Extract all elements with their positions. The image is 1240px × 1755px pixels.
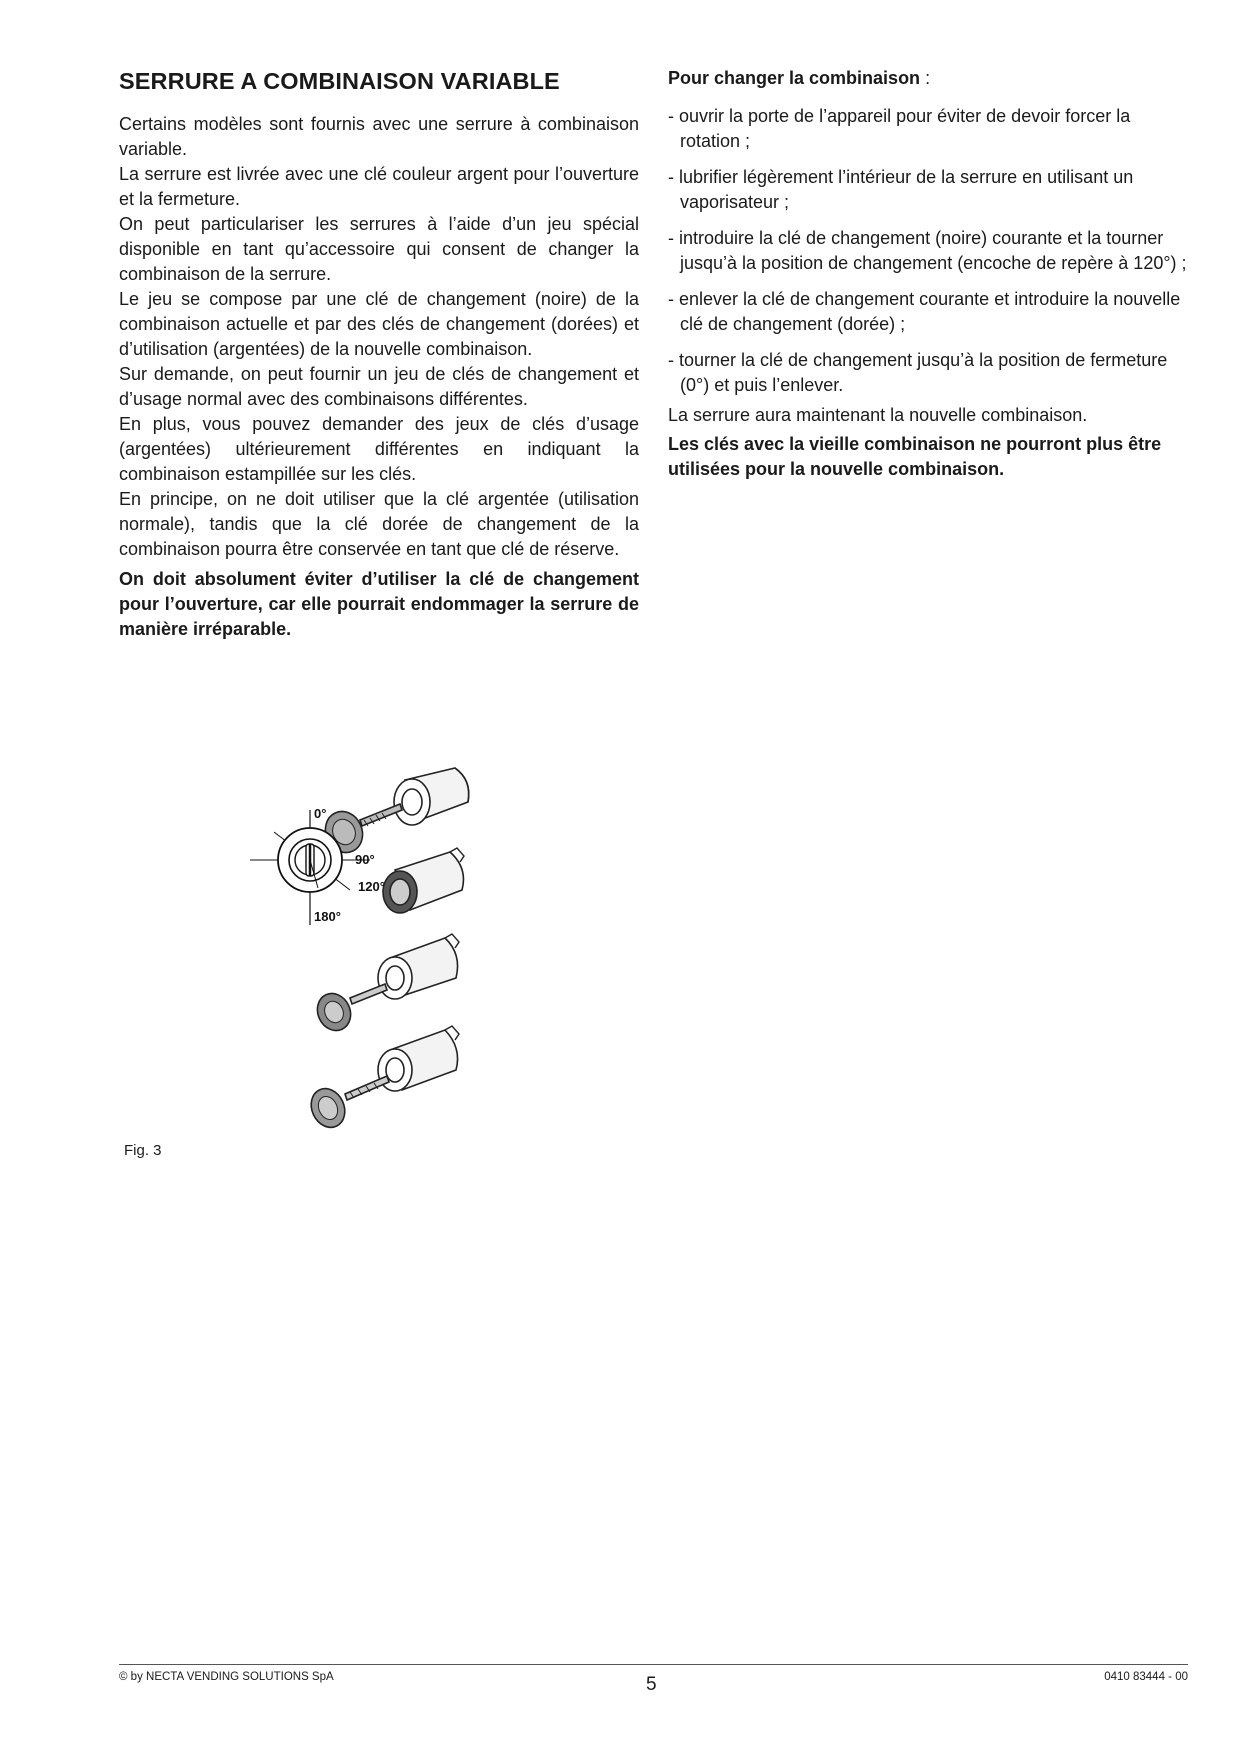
procedure-step: - enlever la clé de changement courante et introduire la nouvelle clé de changement (dorée) ; bbox=[668, 289, 1181, 334]
procedure-title-suffix: : bbox=[920, 68, 931, 88]
section-title: SERRURE A COMBINAISON VARIABLE bbox=[119, 68, 560, 94]
paragraph: On peut particulariser les serrures à l’aide d’un jeu spécial disponible en tant qu’accessoire qui consent de changer la combinaison de la serrure. bbox=[119, 214, 639, 284]
figure-caption: Fig. 3 bbox=[124, 1142, 162, 1159]
paragraph: Le jeu se compose par une clé de changement (noire) de la combinaison actuelle et par des clés de changement (dorées) et d’utilisation (argentées) de la nouvelle combinaison. bbox=[119, 289, 639, 359]
lock-cylinder-icon bbox=[378, 1026, 459, 1091]
angle-label: 0° bbox=[314, 806, 327, 821]
key-icon bbox=[311, 984, 387, 1036]
procedure-title-bold: Pour changer la combinaison bbox=[668, 68, 921, 88]
page-number: 5 bbox=[646, 1674, 657, 1695]
lock-cylinder-icon bbox=[378, 934, 459, 999]
procedure-step: - tourner la clé de changement jusqu’à la position de fermeture (0°) et puis l’enlever. bbox=[668, 350, 1168, 395]
document-number: 0410 83444 - 00 bbox=[1104, 1671, 1188, 1683]
left-column bbox=[119, 66, 639, 642]
result-text: La serrure aura maintenant la nouvelle combinaison. bbox=[668, 405, 1088, 425]
paragraph: En plus, vous pouvez demander des jeux de clés d’usage (argentées) ultérieurement différentes en indiquant la combinaison estampillée sur les clés. bbox=[119, 414, 639, 484]
key-icon bbox=[305, 1076, 389, 1133]
paragraph: En principe, on ne doit utiliser que la clé argentée (utilisation normale), tandis que la clé dorée de changement de la combinaison pourra être conservée en tant que clé de réserve. bbox=[119, 489, 639, 559]
procedure-step: - ouvrir la porte de l’appareil pour éviter de devoir forcer la rotation ; bbox=[668, 106, 1131, 151]
warning-paragraph: Les clés avec la vieille combinaison ne pourront plus être utilisées pour la nouvelle combinaison. bbox=[668, 434, 1162, 479]
footer-copyright: © by NECTA VENDING SOLUTIONS SpA bbox=[119, 1671, 334, 1683]
angle-label: 180° bbox=[314, 909, 341, 924]
lock-figure bbox=[250, 760, 510, 1180]
right-column bbox=[668, 66, 1193, 482]
angle-label: 90° bbox=[355, 852, 375, 867]
procedure-step: - introduire la clé de changement (noire) courante et la tourner jusqu’à la position de changement (encoche de repère à 120°) ; bbox=[668, 228, 1187, 273]
procedure-step: - lubrifier légèrement l’intérieur de la serrure en utilisant un vaporisateur ; bbox=[668, 167, 1134, 212]
warning-paragraph: On doit absolument éviter d’utiliser la clé de changement pour l’ouverture, car elle pourrait endommager la serrure de manière irréparable. bbox=[119, 569, 639, 639]
lock-cylinder-icon bbox=[383, 848, 464, 913]
lock-illustration bbox=[250, 760, 510, 1180]
footer-divider bbox=[119, 1664, 1188, 1665]
paragraph: La serrure est livrée avec une clé couleur argent pour l’ouverture et la fermeture. bbox=[119, 164, 639, 209]
lock-cylinder-icon bbox=[394, 768, 469, 825]
paragraph: Sur demande, on peut fournir un jeu de clés de changement et d’usage normal avec des combinaisons différentes. bbox=[119, 364, 639, 409]
angle-label: 120° bbox=[358, 879, 385, 894]
paragraph: Certains modèles sont fournis avec une serrure à combinaison variable. bbox=[119, 114, 639, 159]
procedure-title bbox=[668, 66, 1193, 91]
